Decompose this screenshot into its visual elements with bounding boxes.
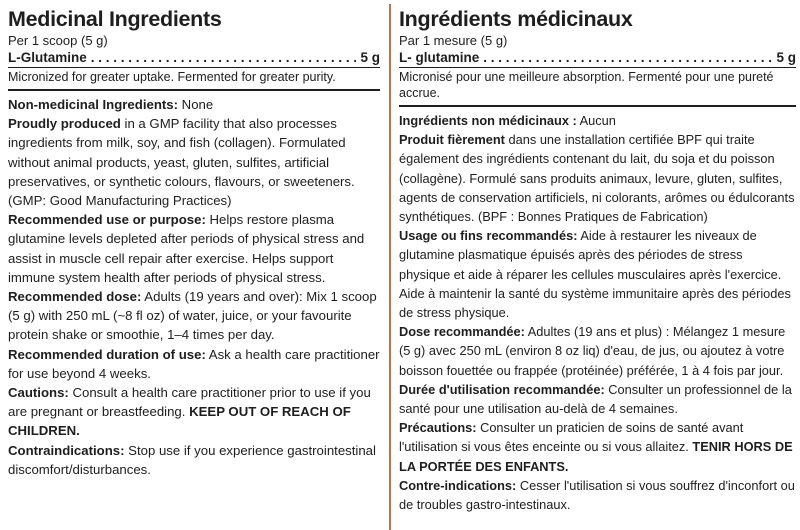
non-medicinal-text: None <box>178 97 214 112</box>
serving-size: Par 1 mesure (5 g) <box>399 33 508 48</box>
proudly-text: dans une installation certifiée BPF qui traite également des ingrédients contenant du lait, du soja et du poisson (collagène). Formulé sans produits animaux, levure, gluten, sulfites, agents de conservation artificiels, ni colorants, arômes ou édulcorants synthétiques. (BPF : Bonnes Pratiques de Fabrication) <box>399 132 795 225</box>
cautions <box>399 418 796 476</box>
contraindications <box>399 476 796 514</box>
ingredient-amount: 5 g <box>776 50 796 65</box>
non-medicinal-label: Ingrédients non médicinaux : <box>399 113 577 128</box>
contra-label: Contre-indications: <box>399 477 517 493</box>
non-medicinal-text: Aucun <box>576 113 616 128</box>
dose-label: Recommended dose: <box>8 289 142 305</box>
recommended-use <box>8 210 380 287</box>
contraindications <box>8 441 380 479</box>
panel-title: Medicinal Ingredients <box>8 7 222 31</box>
duration-text: Consulter un professionnel de la santé pour une utilisation au-delà de 4 semaines. <box>399 381 792 417</box>
french-panel <box>395 0 800 530</box>
proudly-text: in a GMP facility that also processes ingredients from milk, soy, and fish (collagen). Formulated without animal products, yeast, gluten, sulfites, artificial preservatives, or synthetic colours, flavours, or sweeteners. (GMP: Good Manufacturing Practices) <box>8 116 355 209</box>
cautions-label: Précautions: <box>399 420 477 436</box>
dot-leader <box>483 49 772 66</box>
serving-size: Per 1 scoop (5 g) <box>8 33 108 48</box>
cautions-text: Consult a health care practitioner prior to use if you are pregnant or breastfeeding. <box>8 385 371 420</box>
proudly-label: Proudly produced <box>8 116 121 132</box>
use-text: Helps restore plasma glutamine levels depleted after periods of physical stress and assist in muscle cell repair after exercise. Helps support immune system health after periods of physical stress. <box>8 212 365 285</box>
cautions <box>8 383 380 441</box>
use-label: Usage ou fins recommandés: <box>399 228 578 244</box>
non-medicinal-ingredients <box>8 95 380 114</box>
non-medicinal-label: Non-medicinal Ingredients: <box>8 97 178 112</box>
use-label: Recommended use or purpose: <box>8 212 206 228</box>
contra-text: Stop use if you experience gastrointestinal discomfort/disturbances. <box>8 442 376 477</box>
duration-label: Durée d'utilisation recommandée: <box>399 381 605 397</box>
cautions-warning: KEEP OUT OF REACH OF CHILDREN. <box>8 404 351 439</box>
duration-of-use <box>8 345 380 383</box>
recommended-use <box>399 226 796 322</box>
contra-label: Contraindications: <box>8 442 125 458</box>
dose-text: Adults (19 years and over): Mix 1 scoop (5 g) with 250 mL (~8 fl oz) of water, juice, or your favourite protein shake or smoothie, 1–4 times per day. <box>8 289 377 343</box>
ingredient-name: L- glutamine <box>399 50 480 65</box>
column-divider <box>389 4 391 530</box>
dot-leader <box>91 49 357 66</box>
contra-text: Cesser l'utilisation si vous souffrez d'inconfort ou de troubles gastro-intestinaux. <box>399 477 795 513</box>
cautions-label: Cautions: <box>8 385 69 401</box>
ingredient-name: L-Glutamine <box>8 50 87 65</box>
duration-of-use <box>399 380 796 418</box>
recommended-dose <box>399 322 796 380</box>
duration-label: Recommended duration of use: <box>8 346 206 362</box>
non-medicinal-ingredients <box>399 111 796 130</box>
dose-label: Dose recommandée: <box>399 324 525 340</box>
proudly-produced <box>399 130 796 226</box>
panel-title: Ingrédients médicinaux <box>399 7 633 31</box>
ingredient-row <box>399 49 796 66</box>
cautions-warning: TENIR HORS DE LA PORTÉE DES ENFANTS. <box>399 439 793 474</box>
ingredient-row <box>8 49 380 66</box>
ingredient-note: Micronized for greater uptake. Fermented for greater purity. <box>8 67 380 85</box>
english-panel <box>0 0 386 530</box>
recommended-dose <box>8 287 380 345</box>
duration-text: Ask a health care practitioner for use beyond 4 weeks. <box>8 346 380 381</box>
ingredient-amount: 5 g <box>360 50 380 65</box>
dose-text: Adultes (19 ans et plus) : Mélangez 1 mesure (5 g) avec 250 mL (environ 8 oz liq) d'eau, de jus, ou ajoutez à votre boisson fouettée ou frappée (protéinée) préférée, 1 à 4 fois par jour. <box>399 324 786 378</box>
proudly-label: Produit fièrement <box>399 132 505 148</box>
cautions-text: Consulter un praticien de soins de santé avant l'utilisation si vous êtes enceinte ou si vous allaitez. <box>399 420 744 455</box>
use-text: Aide à restaurer les niveaux de glutamine plasmatique épuisés après des périodes de stress physique et aide à réparer les cellules musculaires après l'exercice. Aide à maintenir la santé du système immunitaire après des périodes de stress physique. <box>399 228 791 321</box>
ingredient-note: Micronisé pour une meilleure absorption. Fermenté pour une pureté accrue. <box>399 67 796 101</box>
proudly-produced <box>8 114 380 210</box>
